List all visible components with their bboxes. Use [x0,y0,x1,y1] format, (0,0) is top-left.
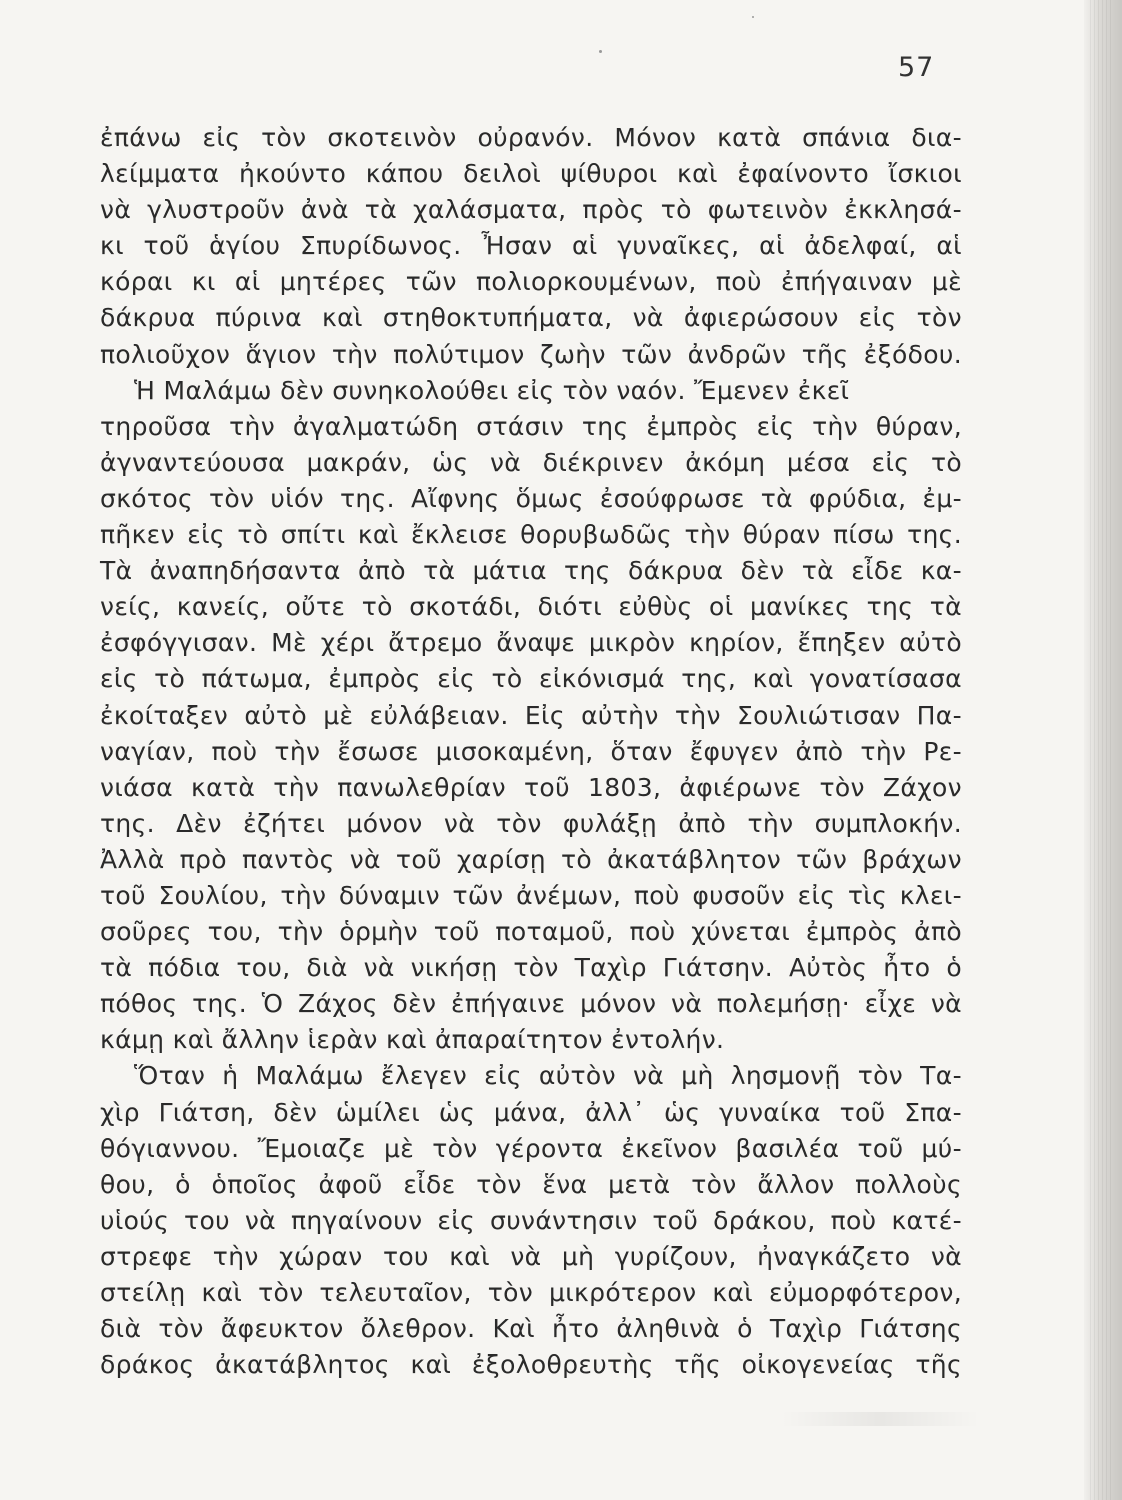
text-line: δάκρυα πύρινα καὶ στηθοκτυπήματα, νὰ ἀφιερώσουν εἰς τὸν [100,303,962,333]
text-line: σοῦρες του, τὴν ὁρμὴν τοῦ ποταμοῦ, ποὺ χύνεται ἐμπρὸς ἀπὸ [100,917,962,947]
text-line: Τὰ ἀναπηδήσαντα ἀπὸ τὰ μάτια της δάκρυα δὲν τὰ εἶδε κα- [100,556,962,586]
text-line: ἐσφόγγισαν. Μὲ χέρι ἄτρεμο ἄναψε μικρὸν κηρίον, ἔπηξεν αὐτὸ [100,628,962,658]
text-line: πόθος της. Ὁ Ζάχος δὲν ἐπήγαινε μόνον νὰ πολεμήσῃ· εἶχε νὰ [100,989,962,1019]
text-line: ναγίαν, ποὺ τὴν ἔσωσε μισοκαμένη, ὅταν ἔφυγεν ἀπὸ τὴν Ρε- [100,736,962,766]
text-line: πῆκεν εἰς τὸ σπίτι καὶ ἔκλεισε θορυβωδῶς τὴν θύραν πίσω της. [100,520,962,550]
text-line: δράκος ἀκατάβλητος καὶ ἐξολοθρευτὴς τῆς οἰκογενείας τῆς [100,1350,962,1380]
text-line: στρεφε τὴν χώραν του καὶ νὰ μὴ γυρίζουν, ἠναγκάζετο νὰ [100,1241,962,1271]
text-line: της. Δὲν ἐζήτει μόνον νὰ τὸν φυλάξῃ ἀπὸ τὴν συμπλοκήν. [100,808,962,838]
text-line: πολιοῦχον ἅγιον τὴν πολύτιμον ζωὴν τῶν ἀνδρῶν τῆς ἐξόδου. [100,339,962,369]
text-line: τηροῦσα τὴν ἀγαλματώδη στάσιν της ἐμπρὸς εἰς τὴν θύραν, [100,411,962,441]
text-line: στείλῃ καὶ τὸν τελευταῖον, τὸν μικρότερον καὶ εὐμορφότερον, [100,1278,962,1307]
bleed-through-shadow [780,1412,980,1426]
text-line: διὰ τὸν ἄφευκτον ὄλεθρον. Καὶ ἦτο ἀληθινὰ ὁ Ταχὶρ Γιάτσης [100,1314,962,1344]
text-line: Ὅταν ἡ Μαλάμω ἔλεγεν εἰς αὐτὸν νὰ μὴ λησμονῇ τὸν Τα- [134,1061,962,1091]
speck [752,16,754,18]
text-line: υἱούς του νὰ πηγαίνουν εἰς συνάντησιν τοῦ δράκου, ποὺ κατέ- [100,1205,962,1235]
text-line: νείς, κανείς, οὔτε τὸ σκοτάδι, διότι εὐθὺς οἱ μανίκες της τὰ [100,592,962,622]
text-line: σκότος τὸν υἱόν της. Αἴφνης ὅμως ἐσούφρωσε τὰ φρύδια, ἐμ- [100,483,962,513]
text-line: κόραι κι αἱ μητέρες τῶν πολιορκουμένων, ποὺ ἐπήγαιναν μὲ [100,267,962,297]
page-number: 57 [898,52,935,83]
text-line: ἐπάνω εἰς τὸν σκοτεινὸν οὐρανόν. Μόνον κατὰ σπάνια δια- [100,123,962,152]
text-line: κάμῃ καὶ ἄλλην ἱερὰν καὶ ἀπαραίτητον ἐντολήν. [100,1025,725,1055]
text-line: νὰ γλυστροῦν ἀνὰ τὰ χαλάσματα, πρὸς τὸ φωτεινὸν ἐκκλησά- [100,195,962,225]
text-line: θόγιαννου. Ἔμοιαζε μὲ τὸν γέροντα ἐκεῖνον βασιλέα τοῦ μύ- [100,1133,962,1163]
text-line: νιάσα κατὰ τὴν πανωλεθρίαν τοῦ 1803, ἀφιέρωνε τὸν Ζάχον [100,772,962,802]
text-line: ἀγναντεύουσα μακράν, ὡς νὰ διέκρινεν ἀκόμη μέσα εἰς τὸ [100,447,962,477]
speck [599,50,602,53]
text-line: τοῦ Σουλίου, τὴν δύναμιν τῶν ἀνέμων, ποὺ φυσοῦν εἰς τὶς κλει- [100,880,962,910]
page-edge-lines [1090,0,1114,1500]
text-line: Ἀλλὰ πρὸ παντὸς νὰ τοῦ χαρίσῃ τὸ ἀκατάβλητον τῶν βράχων [100,844,962,874]
text-line: ἐκοίταξεν αὐτὸ μὲ εὐλάβειαν. Εἰς αὐτὴν τὴν Σουλιώτισαν Πα- [100,700,962,730]
text-line: λείμματα ἠκούντο κάπου δειλοὶ ψίθυροι καὶ ἐφαίνοντο ἴσκιοι [100,159,962,189]
text-line: χὶρ Γιάτση, δὲν ὡμίλει ὡς μάνα, ἀλλ᾽ ὡς γυναίκα τοῦ Σπα- [100,1097,962,1127]
text-line: Ἡ Μαλάμω δὲν συνηκολούθει εἰς τὸν ναόν. Ἔμενεν ἐκεῖ [134,375,850,405]
text-line: τὰ πόδια του, διὰ νὰ νικήσῃ τὸν Ταχὶρ Γιάτσην. Αὐτὸς ἦτο ὁ [100,953,962,983]
body-text [100,120,962,1383]
text-line: εἰς τὸ πάτωμα, ἐμπρὸς εἰς τὸ εἰκόνισμά της, καὶ γονατίσασα [100,664,962,694]
text-line: θου, ὁ ὁποῖος ἀφοῦ εἶδε τὸν ἕνα μετὰ τὸν ἄλλον πολλοὺς [100,1169,962,1199]
text-line: κι τοῦ ἁγίου Σπυρίδωνος. Ἦσαν αἱ γυναῖκες, αἱ ἀδελφαί, αἱ [100,231,962,261]
